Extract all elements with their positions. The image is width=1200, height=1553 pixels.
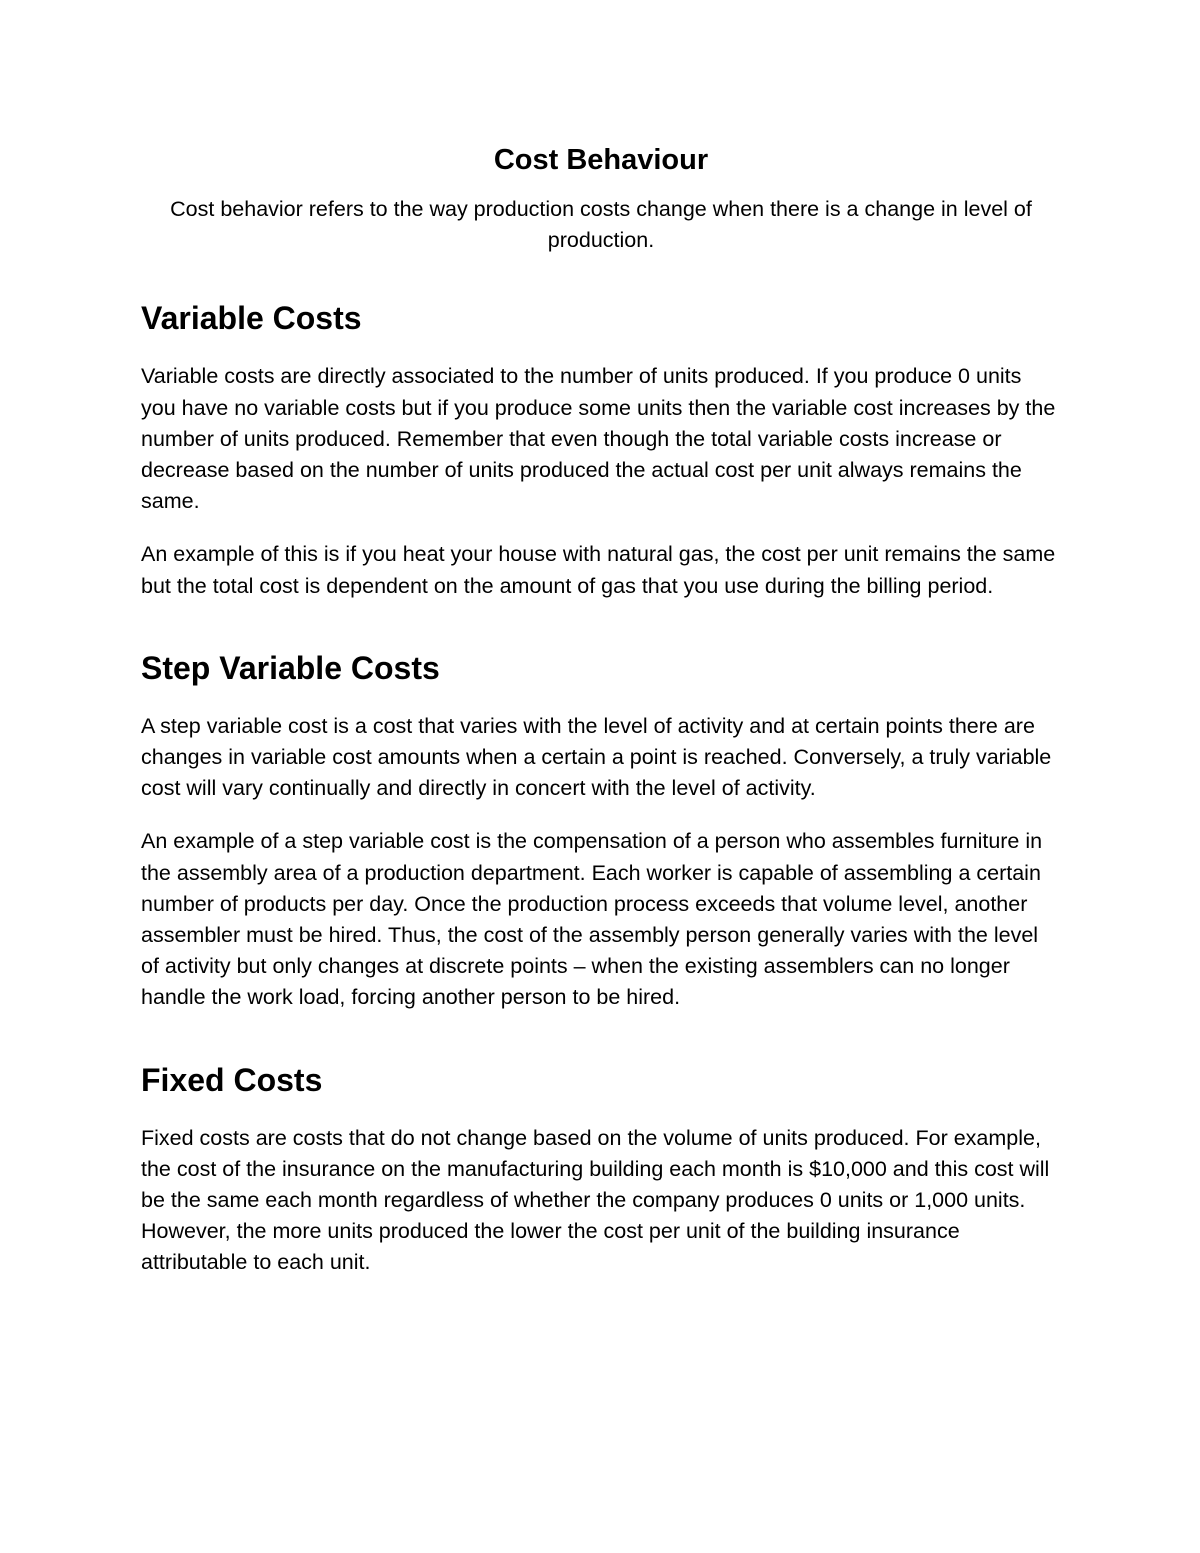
document-title: Cost Behaviour bbox=[493, 144, 709, 176]
body-paragraph: A step variable cost is a cost that varies with the level of activity and at certain points there are changes in variable cost amounts when a certain a point is reached. Conversely, a truly variable cost will vary continually and directly in concert with the level of activity. bbox=[141, 713, 1052, 801]
body-paragraph: An example of this is if you heat your house with natural gas, the cost per unit remains the same but the total cost is dependent on the amount of gas that you use during the billing period. bbox=[141, 542, 1056, 598]
body-paragraph: Fixed costs are costs that do not change based on the volume of units produced. For example, the cost of the insurance on the manufacturing building each month is $10,000 and this cost will be the same each month regardless of whether the company produces 0 units or 1,000 units. However, the more units produced the lower the cost per unit of the building insurance attributable to each unit. bbox=[141, 1125, 1050, 1275]
body-paragraph: Variable costs are directly associated to the number of units produced. If you produce 0 units you have no variable costs but if you produce some units then the variable cost increases by the number of units produced. Remember that even though the total variable costs increase or decrease based on the number of units produced the actual cost per unit always remains the same. bbox=[141, 364, 1056, 514]
section-step-variable-costs bbox=[141, 644, 1061, 1014]
section-heading: Fixed Costs bbox=[141, 1061, 323, 1098]
section-fixed-costs bbox=[141, 1056, 1061, 1279]
document-content bbox=[141, 138, 1061, 1279]
body-paragraph: An example of a step variable cost is the compensation of a person who assembles furniture in the assembly area of a production department. Each worker is capable of assembling a certain number of products per day. Once the production process exceeds that volume level, another assembler must be hired. Thus, the cost of the assembly person generally varies with the level of activity but only changes at discrete points – when the existing assemblers can no longer handle the work load, forcing another person to be hired. bbox=[141, 829, 1043, 1010]
intro-paragraph: Cost behavior refers to the way production costs change when there is a change in level of production. bbox=[170, 197, 1032, 253]
section-heading: Step Variable Costs bbox=[141, 649, 440, 686]
section-heading: Variable Costs bbox=[141, 300, 362, 337]
section-variable-costs bbox=[141, 294, 1061, 601]
